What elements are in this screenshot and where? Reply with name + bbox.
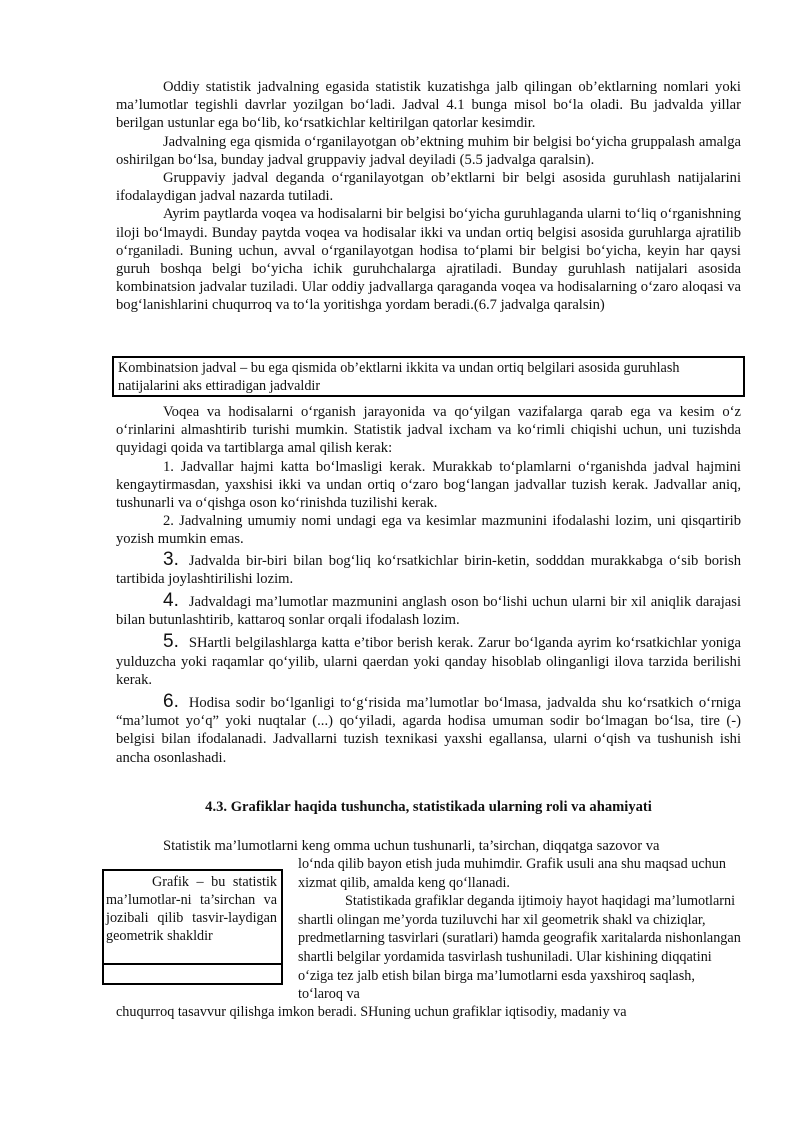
rule-5-text: SHartli belgilashlarga katta e’tibor berish kerak. Zarur bo‘lganda ayrim ko‘rsatkichlar yoniga yulduzcha yoki raqamlar qo‘yilib, ularni qaerdan yoki qanday hisoblab olinganligi ilova tarzida berilishi kerak. xyxy=(116,635,741,688)
rule-6-number: 6. xyxy=(163,691,179,713)
rule-6 xyxy=(116,693,741,767)
rule-5 xyxy=(116,633,741,689)
section-heading: 4.3. Grafiklar haqida tushuncha, statistikada ularning roli va ahamiyati xyxy=(205,799,652,815)
rule-5-number: 5. xyxy=(163,631,179,653)
paragraph-simple-table: Oddiy statistik jadvalning egasida statistik kuzatishga jalb qilingan ob’ektlarning nomlari yoki ma’lumotlar tegishli davrlar yozilgan bo‘ladi. Jadval 4.1 bunga misol bo‘la oladi. Bu jadvalda yillar berilgan ustunlar ega bo‘lib, ko‘rsatkichlar keltirilgan qatorlar kesimdir. xyxy=(116,79,741,132)
rule-3 xyxy=(116,548,741,588)
rule-6-text: Hodisa sodir bo‘lganligi to‘g‘risida ma’lumotlar bo‘lmasa, jadvalda shu ko‘rsatkich o‘rniga “ma’lumot yo‘q” yoki nuqtalar (...) qo‘yiladi, agarda hodisa umuman sodir bo‘lmagan bo‘lsa, tire (-) belgisi bilan ifodalanadi. Jadvallarni tuzish texnikasi yaxshi egallansa, ularni o‘qish va tushunish ishi ancha osonlashadi. xyxy=(116,695,741,766)
definition-box-combination-table xyxy=(112,356,745,397)
rule-4 xyxy=(116,592,741,629)
paragraph-group-table: Jadvalning ega qismida o‘rganilayotgan ob’ektning muhim bir belgisi bo‘yicha gruppalash amalga oshirilgan bo‘lsa, bunday jadval gruppaviy jadval deyiladi (5.5 jadvalga qaralsin). xyxy=(116,133,741,168)
definition-box-text: Kombinatsion jadval – bu ega qismida ob’ektlarni ikkita va undan ortiq belgilari asosida guruhlash natijalarini aks ettiradigan jadvaldir xyxy=(118,360,680,394)
definition-box-graph-text: Grafik – bu statistik ma’lumotlar-ni ta’sirchan va jozibali qilib tasvir-laydigan geometrik shakldir xyxy=(106,874,277,944)
paragraph-graphs-definition: Statistikada grafiklar deganda ijtimoiy hayot haqidagi ma’lumotlarni shartli olingan me’yorda tuziluvchi har xil geometrik shakl va chiziqlar, predmetlarning tasvirlari (suratlari) hamda geografik xaritalarda nishonlangan shartli belgilar yordamida tasvirlash tushuniladi. Ular kishining diqqatini o‘ziga tez jalb etish bilan birga ma’lumotlarni esda yaxshiroq saqlash, to‘laroq va xyxy=(298,893,741,1003)
graphs-column-text xyxy=(298,855,741,1004)
rule-4-number: 4. xyxy=(163,590,179,612)
paragraph-graphs-continuation: chuqurroq tasavvur qilishga imkon beradi. SHuning uchun grafiklar iqtisodiy, madaniy va xyxy=(116,1004,627,1020)
rule-2: 2. Jadvalning umumiy nomi undagi ega va kesimlar mazmunini ifodalashi lozim, uni qisqartirib yozish mumkin emas. xyxy=(116,513,741,548)
paragraph-group-table-definition: Gruppaviy jadval deganda o‘rganilayotgan ob’ektlarni bir belgi asosida guruhlash natijalarini ifodalaydigan jadval nazarda tutiladi. xyxy=(116,170,741,205)
paragraph-combination-table: Ayrim paytlarda voqea va hodisalarni bir belgisi bo‘yicha guruhlaganda ularni to‘liq o‘rganishning iloji bo‘lmaydi. Bunday paytda voqea va hodisalar ikki va undan ortiq belgisi asosida guruhlarga ajratilib o‘rganiladi. Buning uchun, avval o‘rganilayotgan hodisa to‘plami bir belgisi bo‘yicha, keyin har qaysi guruh boshqa belgi bo‘yicha ichik guruhchalarga ajratiladi. Bunday guruhlash natijalari asosida kombinatsion jadvalar tuziladi. Ular oddiy jadvallarga qaraganda voqea va hodisalarning o‘zaro aloqasi va bog‘lanishlarini chuqurroq va to‘la yoritishga yordam beradi.(6.7 jadvalga qaralsin) xyxy=(116,206,741,314)
definition-box-graph xyxy=(102,869,283,985)
rule-1: 1. Jadvallar hajmi katta bo‘lmasligi kerak. Murakkab to‘plamlarni o‘rganishda jadval hajmini kengaytirmasdan, yaxshisi ikki va undan ortiq o‘zaro bog‘langan jadvallar tuzish kerak. Jadvallar aniq, tushunarli va o‘qishga oson ko‘rinishda tuzilishi kerak. xyxy=(116,458,741,512)
paragraph-graphs-intro-line: Statistik ma’lumotlarni keng omma uchun tushunarli, ta’sirchan, diqqatga sazovor va xyxy=(163,838,660,854)
rule-3-number: 3. xyxy=(163,548,179,570)
rule-3-text: Jadvalda bir-biri bilan bog‘liq ko‘rsatkichlar birin-ketin, sodddan murakkabga o‘sib borish tartibida joylashtirilishi lozim. xyxy=(116,552,741,587)
rule-4-text: Jadvaldagi ma’lumotlar mazmunini anglash oson bo‘lishi uchun ularni bir xil aniqlik darajasi bilan butunlashtirib, kattaroq sonlar orqali ifodalash lozim. xyxy=(116,594,741,629)
paragraph-graphs-intro-rest: lo‘nda qilib bayon etish juda muhimdir. Grafik usuli ana shu maqsad uchun xizmat qilib, amalda keng qo‘llanadi. xyxy=(298,856,726,891)
rules-section xyxy=(116,403,741,767)
intro-paragraphs xyxy=(116,78,741,315)
definition-box-graph-content xyxy=(104,871,281,965)
paragraph-graphs-intro-start xyxy=(116,837,741,855)
paragraph-rules-intro: Voqea va hodisalarni o‘rganish jarayonida va qo‘yilgan vazifalarga qarab ega va kesim o‘z o‘rinlarini almashtirib turishi mumkin. Statistik jadval ixcham va ko‘rimli chiqishi uchun, uni tuzishda quyidagi qoida va tartiblarga amal qilish kerak: xyxy=(116,404,741,457)
